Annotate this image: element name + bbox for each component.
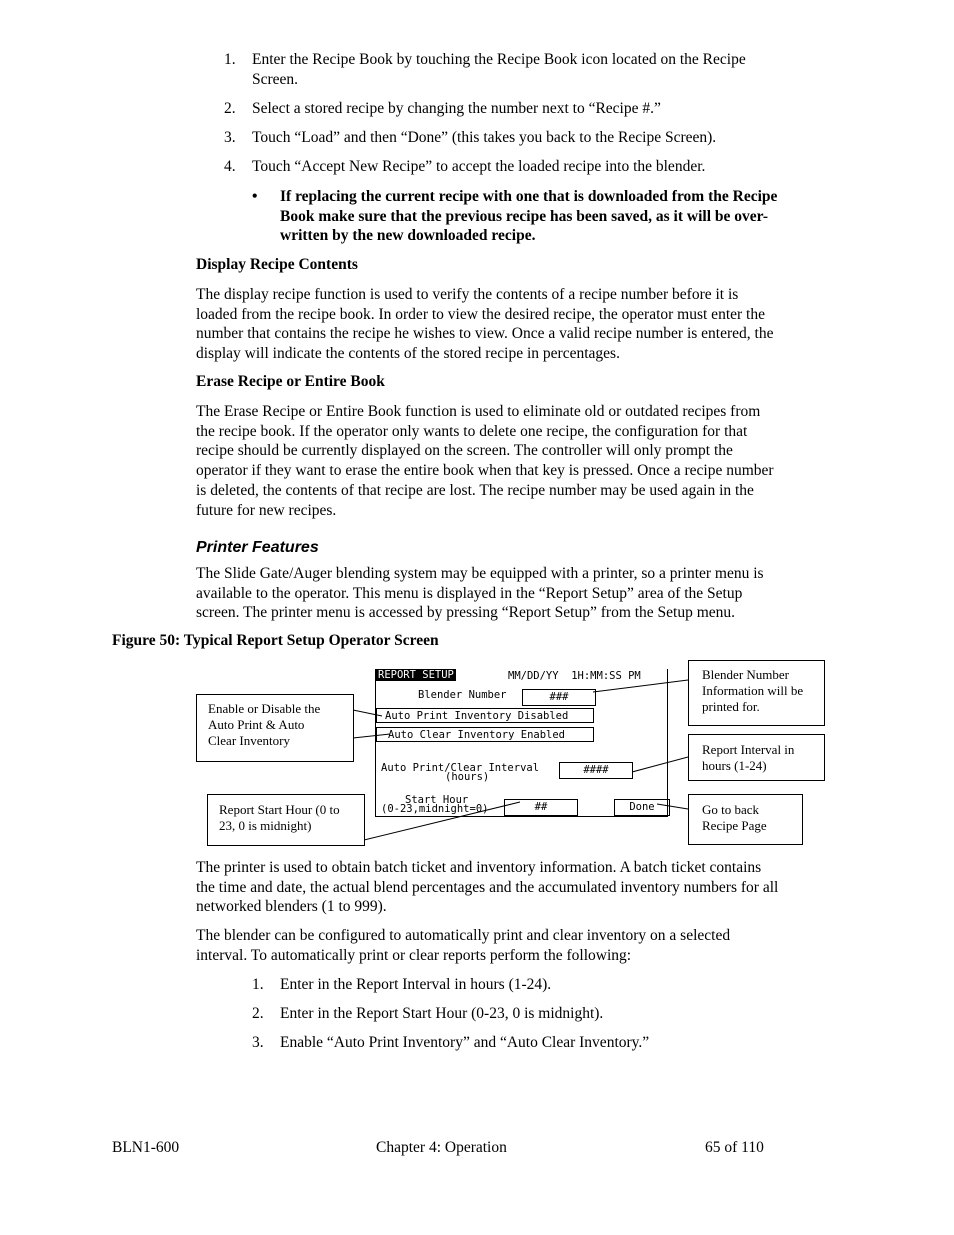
- auto-print-paragraph: The blender can be configured to automatically print and clear inventory on a selected interval. To automatically print or clear reports perform the following:: [196, 927, 731, 964]
- screen-title: REPORT SETUP: [378, 669, 454, 681]
- start-hour-field[interactable]: ##: [504, 799, 578, 816]
- printer-features-paragraph: The Slide Gate/Auger blending system may be equipped with a printer, so a printer menu is available to the operator. This menu is displayed in the “Report Setup” area of the Setup screen. The printer menu is accessed by pressing “Report Setup” from the Setup menu.: [196, 565, 764, 622]
- start-hour-label: Start Hour: [405, 794, 469, 806]
- report-setup-screen: [375, 669, 668, 817]
- callout-report-interval: Report Interval in hours (1-24): [688, 734, 825, 781]
- display-recipe-paragraph: The display recipe function is used to verify the contents of a recipe number before it is loaded from the recipe book. In order to view the desired recipe, the operator must enter the number that contains the recipe he wishes to view. Once a valid recipe number is entered, the display will indicate the contents of the stored recipe in percentages.: [196, 286, 774, 363]
- display-recipe-heading: Display Recipe Contents: [196, 256, 358, 273]
- warning-text: If replacing the current recipe with one that is downloaded from the Recipe Book make sure that the previous recipe has been saved, as it will be over- written by the new downloaded recipe.: [280, 188, 778, 245]
- interval-units-label: (hours): [445, 771, 490, 783]
- erase-recipe-heading: Erase Recipe or Entire Book: [196, 373, 385, 390]
- footer-document-id: BLN1-600: [112, 1139, 180, 1156]
- callout-enable-disable: Enable or Disable the Auto Print & Auto Clear Inventory: [196, 694, 354, 762]
- blender-number-label: Blender Number: [418, 689, 507, 701]
- auto-print-toggle[interactable]: Auto Print Inventory Disabled: [376, 708, 594, 723]
- screen-datetime: MM/DD/YY 1H:MM:SS PM: [508, 670, 641, 682]
- auto-clear-toggle[interactable]: Auto Clear Inventory Enabled: [376, 727, 594, 742]
- interval-label: Auto Print/Clear Interval: [381, 762, 540, 774]
- footer-page-number: 65 of 110: [705, 1139, 764, 1156]
- done-button[interactable]: Done: [614, 799, 670, 816]
- callout-start-hour: Report Start Hour (0 to 23, 0 is midnight): [207, 794, 365, 846]
- bullet-icon: •: [252, 188, 258, 205]
- figure-caption: Figure 50: Typical Report Setup Operator Screen: [112, 632, 439, 649]
- start-hour-range-label: (0-23,midnight=0): [381, 803, 489, 815]
- footer-chapter: Chapter 4: Operation: [376, 1139, 507, 1156]
- printer-usage-paragraph: The printer is used to obtain batch ticket and inventory information. A batch ticket contains the time and date, the actual blend percentages and the accumulated inventory numbers for all networked blenders (1 to 999).: [196, 859, 779, 916]
- callout-blender-number: Blender Number Information will be printed for.: [688, 660, 825, 726]
- interval-field[interactable]: ####: [559, 762, 633, 779]
- blender-number-field[interactable]: ###: [522, 689, 596, 706]
- erase-recipe-paragraph: The Erase Recipe or Entire Book function is used to eliminate old or outdated recipes from the recipe book. If the operator only wants to delete one recipe, the configuration for that recipe should be currently displayed on the screen. The controller will only prompt the operator if they want to erase the entire book when that key is pressed. Once a recipe number is deleted, the contents of that recipe are lost. The recipe number may be used again in the future for new recipes.: [196, 403, 774, 519]
- printer-features-heading: Printer Features: [196, 539, 319, 556]
- callout-go-back: Go to back Recipe Page: [688, 794, 803, 845]
